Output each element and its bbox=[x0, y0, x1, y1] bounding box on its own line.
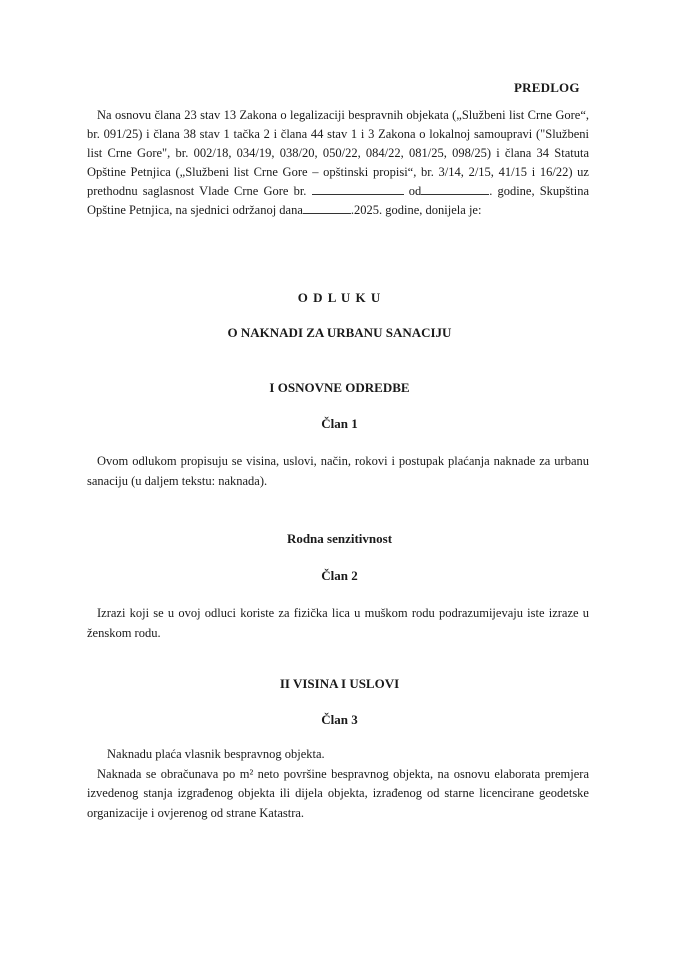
section-heading-1: I OSNOVNE ODREDBE bbox=[269, 380, 410, 395]
blank-decision-date bbox=[421, 184, 489, 195]
article-2-text: Izrazi koji se u ovoj odluci koriste za fizička lica u muškom rodu podrazumijevaju iste izraze u ženskom rodu. bbox=[87, 606, 589, 640]
decision-title: O D L U K U bbox=[297, 290, 382, 305]
preamble-od: od bbox=[408, 184, 422, 198]
blank-decision-number bbox=[312, 184, 404, 195]
article-1-heading: Član 1 bbox=[321, 416, 358, 431]
preamble: Na osnovu člana 23 stav 13 Zakona o legalizaciji bespravnih objekata („Službeni list Crne Gore“, br. 091/25) i člana 38 stav 1 tačka 2 i člana 44 stav 1 i 3 Zakona o lokalnoj samoupravi ("Službeni list Crne Gore", br. 002/18, 034/19, 038/20, 050/22, 084/22, 081/25, 098/25) i člana 34 Statuta Opštine Petnjica („Službeni list Crne Gore – opštinski propisi“, br. 3/14, 2/15, 41/15 i 16/22) uz prethodnu saglasnost Vlade Crne Gore br. od . godine, Skupština Opštine Petnjica, na sjednici održanoj dana .2025. godine, donijela je: bbox=[87, 108, 590, 217]
article-3-heading: Član 3 bbox=[321, 712, 358, 727]
article-1-text: Ovom odlukom propisuju se visina, uslovi, način, rokovi i postupak plaćanja naknade za urbanu sanaciju (u daljem tekstu: naknada). bbox=[87, 454, 589, 488]
proposal-label: PREDLOG bbox=[514, 80, 580, 95]
preamble-text-3: .2025. godine, donijela je: bbox=[350, 203, 482, 217]
article-2-body bbox=[87, 604, 589, 643]
decision-subtitle: O NAKNADI ZA URBANU SANACIJU bbox=[227, 325, 452, 340]
article-1-body bbox=[87, 452, 589, 491]
article-3-paragraph-1: Naknadu plaća vlasnik bespravnog objekta. bbox=[107, 747, 325, 761]
section-heading-2: II VISINA I USLOVI bbox=[279, 676, 400, 691]
gender-heading: Rodna senzitivnost bbox=[286, 531, 393, 546]
preamble-text-2: godine, Skupština Opštine Petnjica, na sjednici održanoj dana bbox=[87, 184, 590, 217]
article-3-body bbox=[87, 745, 589, 823]
article-3-paragraph-2: Naknada se obračunava po m² neto površine bespravnog objekta, na osnovu elaborata premjera izvedenog stanja izgrađenog objekta ili dijela objekta, izrađenog od starne licencirane geodetske organizacije i ovjerenog od strane Katastra. bbox=[87, 766, 589, 820]
blank-session-date bbox=[303, 203, 351, 214]
article-2-heading: Član 2 bbox=[321, 568, 358, 583]
preamble-text-1: Na osnovu člana 23 stav 13 Zakona o legalizaciji bespravnih objekata („Službeni list Crne Gore“, br. 091/25) i člana 38 stav 1 tačka 2 i člana 44 stav 1 i 3 Zakona o lokalnoj samoupravi ("Službeni list Crne Gore", br. 002/18, 034/19, 038/20, 050/22, 084/22, 081/25, 098/25) i člana 34 Statuta Opštine Petnjica („Službeni list Crne Gore – opštinski propisi“, br. 3/14, 2/15, 41/15 i 16/22) uz prethodnu saglasnost Vlade Crne Gore br. bbox=[87, 108, 589, 198]
